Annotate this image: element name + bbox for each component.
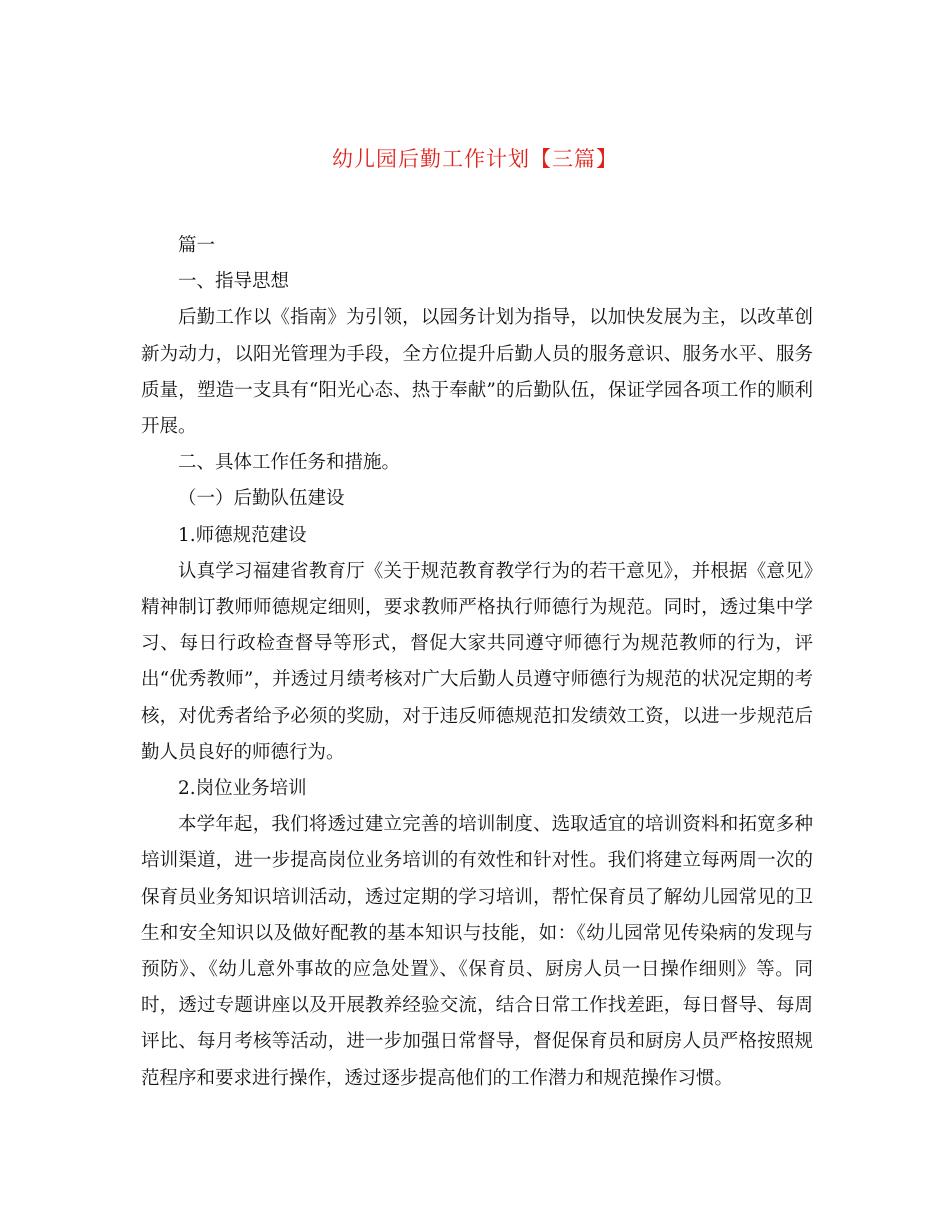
subheading-team-building: （一）后勤队伍建设 [178,488,345,510]
heading-tasks-and-measures: 二、具体工作任务和措施。 [178,452,401,474]
document-title: 幼儿园后勤工作计划【三篇】 [332,147,618,171]
subheading-ethics-standard: 1.师德规范建设 [178,524,307,546]
heading-guiding-ideology: 一、指导思想 [178,271,290,293]
paragraph-guiding-ideology: 后勤工作以《指南》为引领，以园务计划为指导，以加快发展为主，以改革创新为动力，以阳光管理为手段，全方位提升后勤人员的服务意识、服务水平、服务质量，塑造一支具有“阳光心态、热于奉献”的后勤队伍，保证学园各项工作的顺利开展。 [141,307,813,438]
paragraph-job-training: 本学年起，我们将透过建立完善的培训制度、选取适宜的培训资料和拓宽多种培训渠道，进一步提高岗位业务培训的有效性和针对性。我们将建立每两周一次的保育员业务知识培训活动，透过定期的学习培训，帮忙保育员了解幼儿园常见的卫生和安全知识以及做好配教的基本知识与技能，如：《幼儿园常见传染病的发现与预防》、《幼儿意外事故的应急处置》、《保育员、厨房人员一日操作细则》等。同时，透过专题讲座以及开展教养经验交流，结合日常工作找差距，每日督导、每周评比、每月考核等活动，进一步加强日常督导，督促保育员和厨房人员严格按照规范程序和要求进行操作，透过逐步提高他们的工作潜力和规范操作习惯。 [141,814,813,1089]
section-heading-part-one: 篇一 [178,235,216,256]
subheading-job-training: 2.岗位业务培训 [178,778,307,800]
paragraph-ethics-standard: 认真学习福建省教育厅《关于规范教育教学行为的若干意见》，并根据《意见》精神制订教师师德规定细则，要求教师严格执行师德行为规范。同时，透过集中学习、每日行政检查督导等形式，督促大家共同遵守师德行为规范教师的行为，评出“优秀教师”，并透过月绩考核对广大后勤人员遵守师德行为规范的状况定期的考核，对优秀者给予必须的奖励，对于违反师德规范扣发绩效工资，以进一步规范后勤人员良好的师德行为。 [141,560,813,763]
document-body [141,228,813,1097]
